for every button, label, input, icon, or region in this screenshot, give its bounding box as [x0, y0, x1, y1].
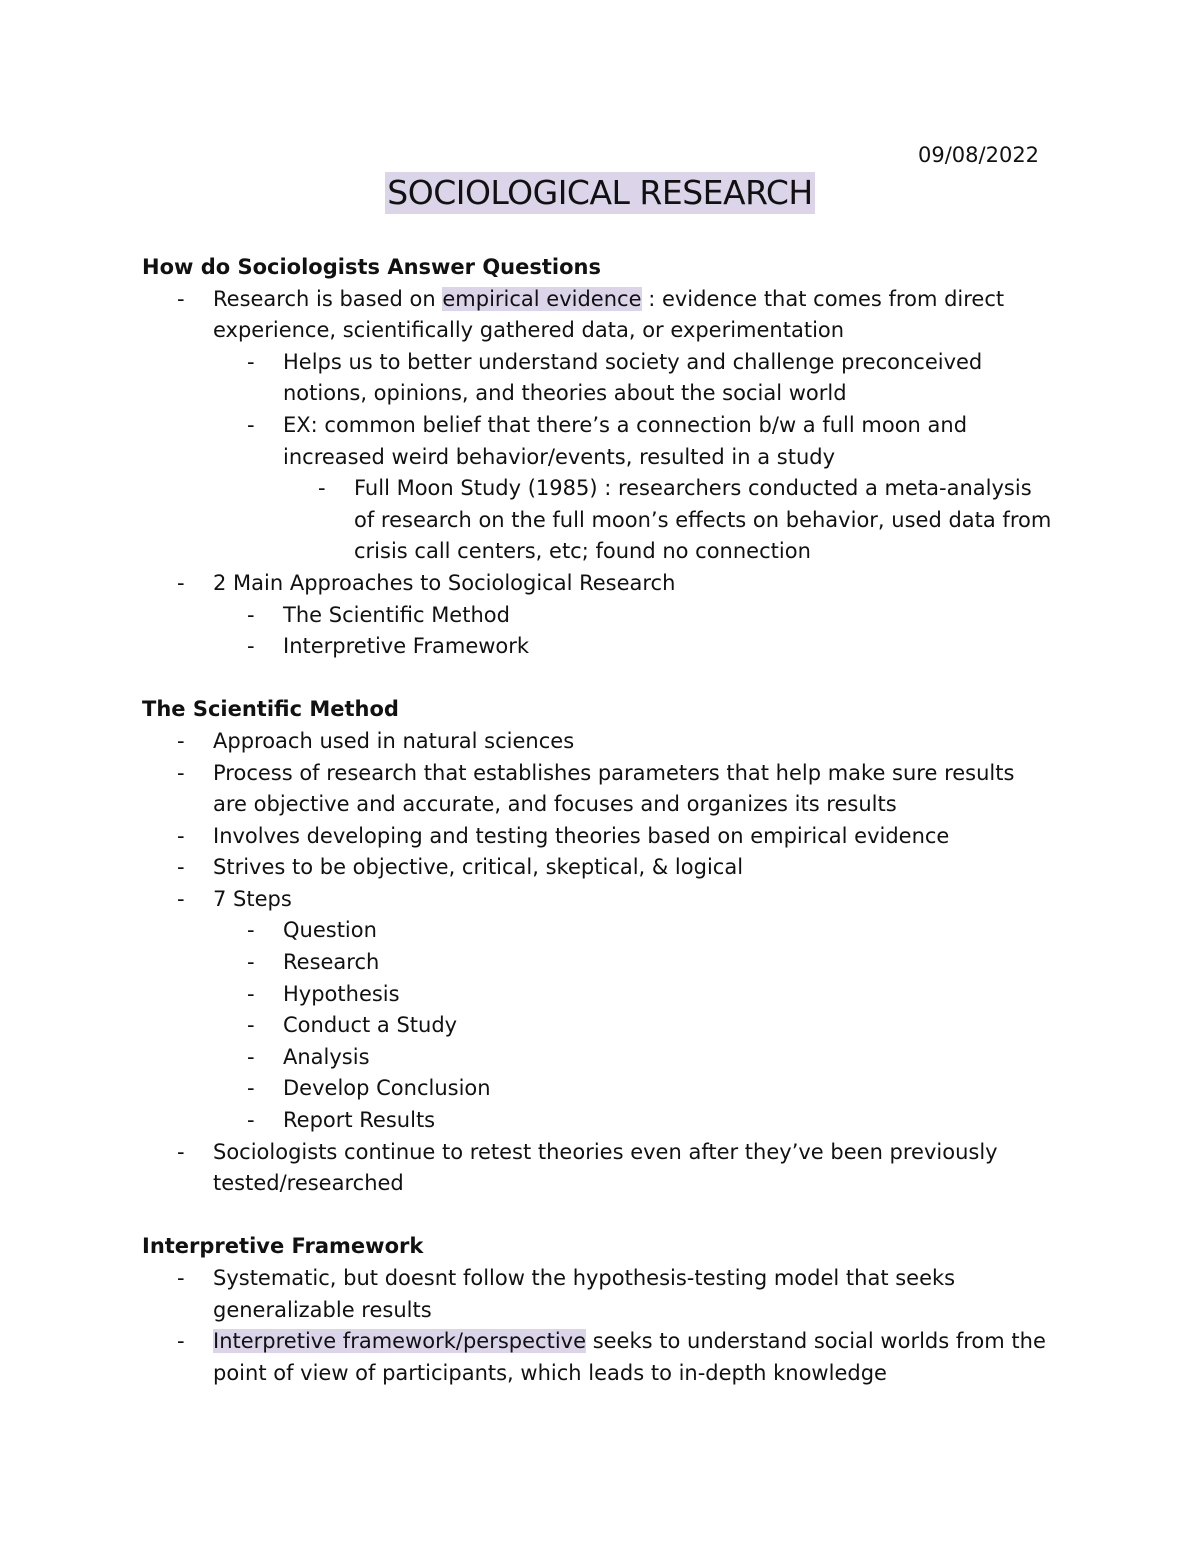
list-item — [142, 1137, 1052, 1200]
date: 09/08/2022 — [918, 143, 1040, 167]
step-item — [142, 915, 1052, 947]
item-text: The Scientific Method — [283, 602, 510, 627]
section-heading-scientific: The Scientific Method — [142, 697, 399, 722]
item-text: Approach used in natural sciences — [213, 728, 575, 753]
item-text-post: seeks to understand social worlds from the point of view of participants, which leads to in-depth knowledge — [213, 1329, 1046, 1385]
bullet-dash: - — [177, 570, 185, 595]
bullet-dash: - — [177, 286, 185, 311]
list-item — [142, 347, 1052, 410]
item-text: Helps us to better understand society and challenge preconceived notions, opinions, and theories about the social world — [283, 349, 983, 406]
item-text: Strives to be objective, critical, skeptical, & logical — [213, 855, 744, 880]
item-text: 2 Main Approaches to Sociological Research — [213, 570, 676, 595]
item-text: 7 Steps — [213, 886, 292, 911]
bullet-dash: - — [247, 1013, 255, 1038]
section-gap — [142, 663, 1052, 695]
bullet-dash: - — [247, 918, 255, 943]
list-item — [142, 631, 1052, 663]
list-item — [142, 600, 1052, 632]
section-heading-how: How do Sociologists Answer Questions — [142, 255, 601, 279]
item-text: Interpretive Framework — [283, 634, 530, 659]
item-text: Involves developing and testing theories based on empirical evidence — [213, 823, 950, 848]
bullet-dash: - — [247, 1076, 255, 1101]
bullet-dash: - — [177, 1329, 185, 1354]
step-text: Question — [283, 918, 377, 943]
list-item — [142, 284, 1052, 347]
step-text: Analysis — [283, 1044, 370, 1069]
list-item — [142, 1263, 1052, 1326]
bullet-dash: - — [177, 855, 185, 880]
bullet-dash: - — [247, 349, 255, 374]
list-item — [142, 884, 1052, 916]
bullet-dash: - — [177, 728, 185, 753]
bullet-dash: - — [247, 1044, 255, 1069]
item-text: Full Moon Study (1985) : researchers conducted a meta-analysis of research on the full moon’s effects on behavior, used data from crisis call centers, etc; found no connection — [354, 476, 1052, 564]
bullet-dash: - — [177, 1266, 185, 1290]
bullet-dash: - — [247, 1108, 255, 1133]
document-title: SOCIOLOGICAL RESEARCH — [387, 173, 813, 212]
highlighted-term: empirical evidence — [442, 286, 642, 311]
list-item — [142, 821, 1052, 853]
section-gap — [142, 1200, 1052, 1232]
list-item — [142, 852, 1052, 884]
bullet-dash: - — [177, 760, 185, 785]
item-text: Systematic, but doesnt follow the hypothesis-testing model that seeks generalizable results — [213, 1266, 956, 1322]
step-item — [142, 1073, 1052, 1105]
bullet-dash: - — [177, 886, 185, 911]
bullet-dash: - — [177, 823, 185, 848]
list-item — [142, 568, 1052, 600]
step-item — [142, 979, 1052, 1011]
bullet-dash: - — [247, 602, 255, 627]
list-item — [142, 726, 1052, 758]
list-item — [142, 473, 1052, 568]
item-text: EX: common belief that there’s a connection b/w a full moon and increased weird behavior/events, resulted in a study — [283, 412, 968, 469]
list-item — [142, 1326, 1052, 1389]
list-item — [142, 410, 1052, 473]
step-text: Research — [283, 950, 380, 975]
step-item — [142, 947, 1052, 979]
title-wrap — [0, 172, 1200, 214]
step-text: Conduct a Study — [283, 1013, 458, 1038]
bullet-dash: - — [247, 981, 255, 1006]
bullet-dash: - — [247, 412, 255, 437]
bullet-dash: - — [177, 1139, 185, 1164]
step-text: Hypothesis — [283, 981, 400, 1006]
step-item — [142, 1010, 1052, 1042]
bullet-dash: - — [247, 950, 255, 975]
section-heading-interpretive: Interpretive Framework — [142, 1234, 424, 1259]
step-item — [142, 1105, 1052, 1137]
list-item — [142, 758, 1052, 821]
step-item — [142, 1042, 1052, 1074]
item-text-pre: Research is based on — [213, 286, 443, 311]
step-text: Develop Conclusion — [283, 1076, 491, 1101]
bullet-dash: - — [318, 476, 326, 501]
item-text-post: : evidence that comes from direct experience, scientifically gathered data, or experimentation — [213, 286, 1005, 343]
highlighted-term: Interpretive framework/perspective — [213, 1329, 587, 1354]
item-text: Process of research that establishes parameters that help make sure results are objective and accurate, and focuses and organizes its results — [213, 760, 1015, 817]
step-text: Report Results — [283, 1108, 436, 1133]
document-body — [142, 252, 1052, 1389]
bullet-dash: - — [247, 634, 255, 659]
item-text: Sociologists continue to retest theories even after they’ve been previously tested/researched — [213, 1139, 998, 1196]
